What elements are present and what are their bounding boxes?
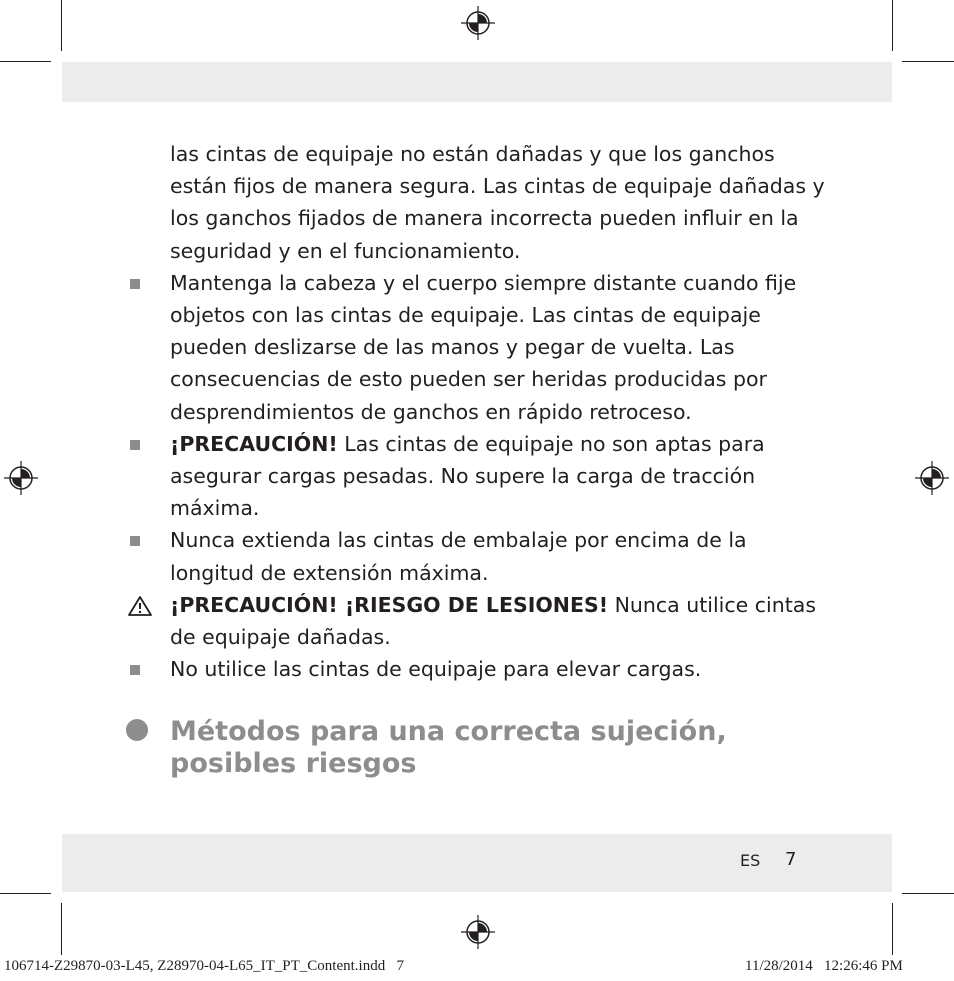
warning-item [0,589,830,653]
crop-mark [61,903,62,955]
square-bullet-icon [130,279,140,289]
item-text: Nunca extienda las cintas de embalaje por encima de la longitud de extensión máxima. [170,528,747,585]
item-text: Nunca utilice cintas de equipaje dañadas. [170,592,817,650]
crop-mark [892,903,893,955]
crop-mark [0,61,51,62]
slug-filename: 106714-Z29870-03-L45, Z28970-04-L65_IT_PT_Content.indd 7 [4,958,404,974]
body-text [0,138,954,685]
header-bar [62,62,892,102]
footer-bar [62,834,892,892]
item-text: No utilice las cintas de equipaje para elevar cargas. [170,657,702,682]
section-heading: Métodos para una correcta sujeción, posibles riesgos [170,716,727,779]
crop-mark [902,61,954,62]
crop-mark [61,0,62,51]
intro-paragraph: las cintas de equipaje no están dañadas y que los ganchos están fijos de manera segura. Las cintas de equipaje dañadas y los ganchos fijados de manera incorrecta pueden influir en la seguridad y en el funcionamiento. [170,142,825,263]
page-number: 7 [785,849,797,870]
registration-mark-icon [460,5,496,41]
caution-label: ¡PRECAUCIÓN! [170,431,338,456]
square-bullet-icon [130,536,140,546]
language-code: ES [740,851,761,870]
heading-bullet-icon [126,719,148,741]
square-bullet-icon [130,440,140,450]
crop-mark [892,0,893,51]
warning-label: ¡PRECAUCIÓN! ¡RIESGO DE LESIONES! [170,592,609,617]
item-text: Mantenga la cabeza y el cuerpo siempre distante cuando fije objetos con las cintas de equipaje. Las cintas de equipaje pueden deslizarse de las manos y pegar de vuelta. Las consecuencias de esto pueden ser heridas producidas por desprendimientos de ganchos en rápido retroceso. [170,270,797,424]
list-item [0,428,830,525]
crop-mark [902,893,954,894]
slug-timestamp: 11/28/2014 12:26:46 PM [745,958,903,974]
square-bullet-icon [130,665,140,675]
item-text: Las cintas de equipaje no son aptas para asegurar cargas pesadas. No supere la carga de tracción máxima. [170,431,765,521]
registration-mark-icon [460,914,496,950]
crop-mark [0,893,51,894]
list-item [0,267,830,428]
list-item [0,653,830,685]
list-item [0,524,830,588]
warning-triangle-icon [127,595,153,617]
